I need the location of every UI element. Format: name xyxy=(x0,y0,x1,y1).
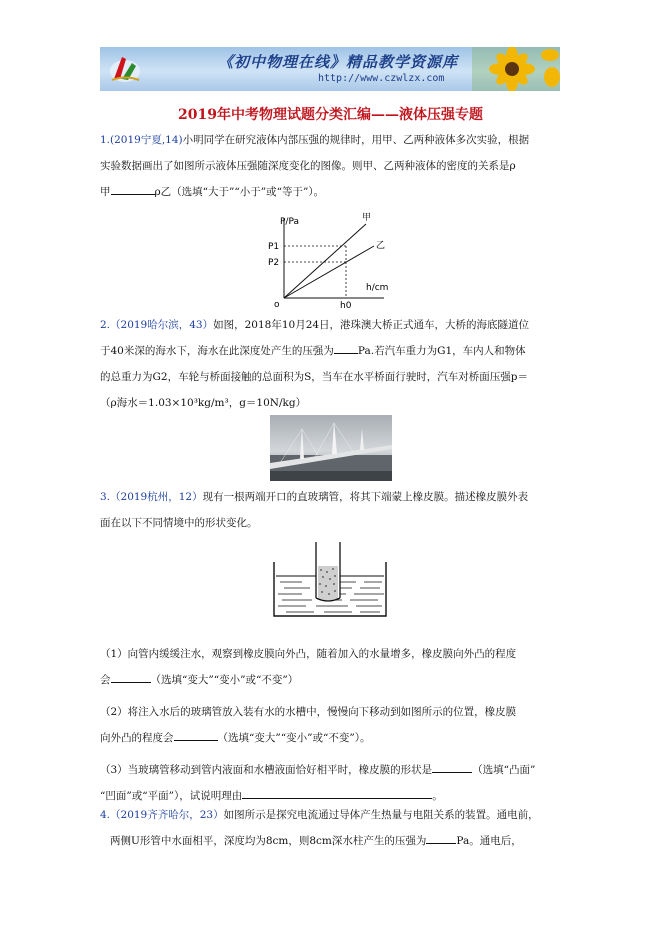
q3-s3-shape-blank[interactable] xyxy=(432,760,472,773)
graph-p2-label: P2 xyxy=(268,258,280,268)
q1-paragraph xyxy=(100,127,562,205)
q3-source: 3.（2019杭州，12） xyxy=(100,491,203,503)
q1-line1: 小明同学在研究液体内部压强的规律时，用甲、乙两种液体多次实验，根据 xyxy=(182,134,530,146)
q1-line3b: ρ乙（选填“大于”“小于”或“等于”）。 xyxy=(154,186,325,198)
q3-s1c: （选填“变大”“变小”或“不变”） xyxy=(150,674,299,686)
q3-s3a: （3）当玻璃管移动到管内液面和水槽液面恰好相平时，橡皮膜的形状是 xyxy=(100,764,433,776)
q3-s3b: （选填“凸面” xyxy=(472,764,536,776)
q2-line1: 如图，2018年10月24日，港珠澳大桥正式通车，大桥的海底隧道位 xyxy=(213,319,530,331)
q3-s3c: “凹面”或“平面”），试说明理由 xyxy=(100,790,243,802)
q3-s1a: （1）向管内缓缓注水，观察到橡皮膜向外凸，随着加入的水量增多，橡皮膜向外凸的程度 xyxy=(100,648,517,660)
q3-s2-blank[interactable] xyxy=(174,728,218,741)
q3-line1: 现有一根两端开口的直玻璃管，将其下端蒙上橡皮膜。描述橡皮膜外表 xyxy=(202,491,529,503)
q2-line3: 的总重力为G2，车轮与桥面接触的总面积为S，当车在水平桥面行驶时，汽车对桥面压强p＝ xyxy=(100,371,528,383)
q2-line2a: 于40米深的海水下，海水在此深度处产生的压强为 xyxy=(100,345,334,357)
pressure-depth-graph xyxy=(266,210,396,310)
q3-line2: 面在以下不同情境中的形状变化。 xyxy=(100,517,258,529)
graph-y-label: P/Pa xyxy=(280,217,299,227)
q4-line2b: Pa。通电后， xyxy=(456,835,522,847)
q3-s2a: （2）将注入水后的玻璃管放入装有水的水槽中，慢慢向下移动到如图所示的位置，橡皮膜 xyxy=(100,706,517,718)
q3-paragraph xyxy=(100,484,562,536)
graph-origin: o xyxy=(274,300,280,310)
graph-x-label: h/cm xyxy=(366,283,389,293)
graph-line-jia xyxy=(284,224,366,298)
q4-line1: 如图所示是探究电流通过导体产生热量与电阻关系的装置。通电前， xyxy=(223,809,539,821)
q4-line2a: 两侧U形管中水面相平，深度均为8cm，则8cm深水柱产生的压强为 xyxy=(110,835,427,847)
graph-yi-label: 乙 xyxy=(376,241,386,251)
page-title: 2019年中考物理试题分类汇编——液体压强专题 xyxy=(178,107,483,123)
q1-line3a: 甲 xyxy=(100,186,111,198)
q1-answer-blank[interactable] xyxy=(111,182,155,195)
q4-paragraph xyxy=(100,802,562,854)
q3-s3d: 。 xyxy=(432,790,443,802)
graph-p1-label: P1 xyxy=(268,242,280,252)
graph-h0-label: h0 xyxy=(340,301,352,310)
rubber-membrane xyxy=(316,598,340,601)
q2-paragraph xyxy=(100,312,562,416)
glass-tube-tank-diagram xyxy=(272,540,388,618)
q2-line4: （ρ海水＝1.03×10³kg/m³，g＝10N/kg） xyxy=(100,397,307,409)
q1-line2: 实验数据画出了如图所示液体压强随深度变化的图像。则甲、乙两种液体的密度的关系是ρ xyxy=(100,160,516,172)
q2-pressure-blank[interactable] xyxy=(334,341,358,354)
graph-line-yi xyxy=(284,246,374,298)
q2-source: 2.（2019哈尔滨，43） xyxy=(100,319,214,331)
q4-source: 4.（2019齐齐哈尔，23） xyxy=(100,809,224,821)
q3-s1b: 会 xyxy=(100,674,111,686)
graph-jia-label: 甲 xyxy=(362,213,372,223)
header-banner xyxy=(100,47,560,91)
q3-s3-reason-blank[interactable] xyxy=(242,786,432,799)
bridge-photo xyxy=(270,415,392,481)
banner-url[interactable]: http://www.czwlzx.com xyxy=(318,73,445,84)
q4-pressure-blank[interactable] xyxy=(426,831,456,844)
banner-title: 《初中物理在线》精品教学资源库 xyxy=(218,53,459,71)
logo-icon xyxy=(108,53,142,85)
q3-s2b: 向外凸的程度会 xyxy=(100,732,174,744)
q1-source: 1.(2019宁夏,14) xyxy=(100,134,183,146)
sunflower-icon xyxy=(472,47,560,91)
q3-subquestions xyxy=(100,641,562,809)
q3-s2c: （选填“变大”“变小”或“不变”）。 xyxy=(217,732,371,744)
q3-s1-blank[interactable] xyxy=(111,670,151,683)
q2-line2b: Pa.若汽车重力为G1，车内人和物体 xyxy=(357,345,526,357)
